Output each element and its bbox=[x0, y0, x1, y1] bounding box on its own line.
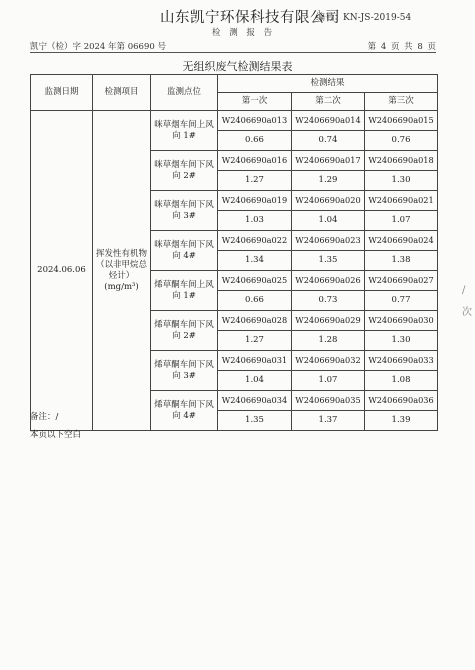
result-value: 1.38 bbox=[365, 251, 438, 271]
sample-id: W2406690a031 bbox=[218, 351, 292, 371]
sample-id: W2406690a023 bbox=[292, 231, 365, 251]
result-value: 0.73 bbox=[292, 291, 365, 311]
sample-id: W2406690a014 bbox=[292, 111, 365, 131]
header-third: 第三次 bbox=[365, 93, 438, 111]
sample-id: W2406690a036 bbox=[365, 391, 438, 411]
report-number: 凯宁（检）字 2024 年第 06690 号 bbox=[30, 42, 166, 52]
result-value: 1.04 bbox=[292, 211, 365, 231]
monitoring-location: 烯草酮车间上风向 1# bbox=[151, 271, 218, 311]
result-value: 1.35 bbox=[218, 411, 292, 431]
monitoring-location: 烯草酮车间下风向 2# bbox=[151, 311, 218, 351]
document-number: 编号：KN-JS-2019-54 bbox=[316, 13, 412, 23]
sample-id: W2406690a020 bbox=[292, 191, 365, 211]
sample-id: W2406690a022 bbox=[218, 231, 292, 251]
report-header-line bbox=[30, 40, 436, 53]
sample-id: W2406690a018 bbox=[365, 151, 438, 171]
sample-id: W2406690a016 bbox=[218, 151, 292, 171]
result-value: 1.08 bbox=[365, 371, 438, 391]
edge-mark: 次 bbox=[462, 307, 472, 318]
sample-id: W2406690a029 bbox=[292, 311, 365, 331]
table-title: 无组织废气检测结果表 bbox=[182, 60, 293, 73]
monitoring-location: 咪草烟车间下风向 3# bbox=[151, 191, 218, 231]
result-value: 1.07 bbox=[365, 211, 438, 231]
sample-id: W2406690a033 bbox=[365, 351, 438, 371]
table-header-row bbox=[31, 75, 438, 93]
sample-id: W2406690a026 bbox=[292, 271, 365, 291]
sample-id: W2406690a035 bbox=[292, 391, 365, 411]
remark: 备注：/ bbox=[30, 412, 59, 422]
result-value: 0.66 bbox=[218, 291, 292, 311]
table-row bbox=[31, 111, 438, 131]
result-value: 1.29 bbox=[292, 171, 365, 191]
sample-id: W2406690a017 bbox=[292, 151, 365, 171]
company-name: 山东凯宁环保科技有限公司 bbox=[160, 10, 340, 26]
result-value: 1.37 bbox=[292, 411, 365, 431]
monitoring-location: 咪草烟车间上风向 1# bbox=[151, 111, 218, 151]
results-table bbox=[30, 74, 438, 431]
result-value: 1.39 bbox=[365, 411, 438, 431]
header-second: 第二次 bbox=[292, 93, 365, 111]
sample-id: W2406690a030 bbox=[365, 311, 438, 331]
result-value: 0.77 bbox=[365, 291, 438, 311]
monitoring-location: 烯草酮车间下风向 3# bbox=[151, 351, 218, 391]
result-value: 1.27 bbox=[218, 171, 292, 191]
monitoring-location: 咪草烟车间下风向 2# bbox=[151, 151, 218, 191]
header-date: 监测日期 bbox=[31, 75, 93, 111]
result-value: 1.34 bbox=[218, 251, 292, 271]
header-first: 第一次 bbox=[218, 93, 292, 111]
result-value: 1.27 bbox=[218, 331, 292, 351]
result-value: 1.07 bbox=[292, 371, 365, 391]
sample-id: W2406690a024 bbox=[365, 231, 438, 251]
sample-id: W2406690a032 bbox=[292, 351, 365, 371]
sample-id: W2406690a025 bbox=[218, 271, 292, 291]
sample-id: W2406690a021 bbox=[365, 191, 438, 211]
result-value: 1.03 bbox=[218, 211, 292, 231]
sample-id: W2406690a013 bbox=[218, 111, 292, 131]
header-location: 监测点位 bbox=[151, 75, 218, 111]
scan-edge-marks bbox=[462, 280, 472, 324]
end-note: 本页以下空白 bbox=[30, 430, 82, 440]
sample-id: W2406690a034 bbox=[218, 391, 292, 411]
test-item: 挥发性有机物（以非甲烷总烃计）(mg/m³) bbox=[93, 111, 151, 431]
report-type: 检 测 报 告 bbox=[212, 28, 276, 38]
result-value: 1.28 bbox=[292, 331, 365, 351]
result-value: 1.30 bbox=[365, 331, 438, 351]
header-item: 检测项目 bbox=[93, 75, 151, 111]
results-table-body bbox=[31, 75, 438, 431]
result-value: 0.74 bbox=[292, 131, 365, 151]
sample-id: W2406690a027 bbox=[365, 271, 438, 291]
result-value: 1.30 bbox=[365, 171, 438, 191]
monitoring-date: 2024.06.06 bbox=[31, 111, 93, 431]
result-value: 0.66 bbox=[218, 131, 292, 151]
sample-id: W2406690a028 bbox=[218, 311, 292, 331]
result-value: 1.04 bbox=[218, 371, 292, 391]
monitoring-location: 烯草酮车间下风向 4# bbox=[151, 391, 218, 431]
sample-id: W2406690a019 bbox=[218, 191, 292, 211]
result-value: 1.35 bbox=[292, 251, 365, 271]
monitoring-location: 咪草烟车间下风向 4# bbox=[151, 231, 218, 271]
page-info: 第 4 页 共 8 页 bbox=[367, 42, 436, 52]
edge-mark: / bbox=[462, 285, 466, 296]
sample-id: W2406690a015 bbox=[365, 111, 438, 131]
result-value: 0.76 bbox=[365, 131, 438, 151]
header-results: 检测结果 bbox=[218, 75, 438, 93]
